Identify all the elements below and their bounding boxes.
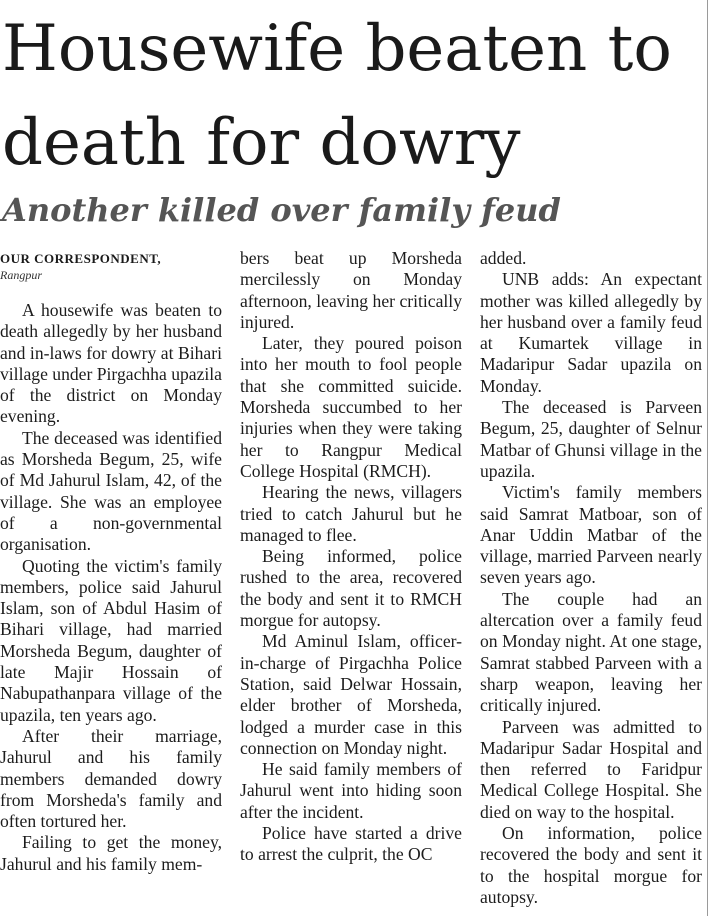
paragraph: Failing to get the money, Jahurul and his family mem- [0,832,222,874]
column-rule [707,0,708,916]
paragraph: Hearing the news, villagers tried to catch Jahurul but he managed to flee. [240,482,462,545]
dateline: Rangpur [0,268,42,282]
paragraph: The couple had an altercation over a family feud on Monday night. At one stage, Samrat stabbed Parveen with a sharp weapon, leaving her critically injured. [480,588,702,716]
column-3 [480,248,702,908]
paragraph-continued: added. [480,248,527,268]
paragraph: Md Aminul Islam, officer-in-charge of Pirgachha Police Station, said Delwar Hossain, elder brother of Morsheda, lodged a murder case in this connection on Monday night. [240,631,462,758]
paragraph: Parveen was admitted to Madaripur Sadar Hospital and then referred to Faridpur Medical College Hospital. She died on way to the hospital. [480,716,702,822]
paragraph: UNB adds: An expectant mother was killed allegedly by her husband over a family feud at Kumartek village in Madaripur Sadar upazila on Monday. [480,269,702,396]
paragraph: Later, they poured poison into her mouth to fool people that she committed suicide. Morsheda succumbed to her injuries when they were taking her to Rangpur Medical College Hospital (RMCH). [240,333,462,481]
paragraph: After their marriage, Jahurul and his family members demanded dowry from Morsheda's family and often tortured her. [0,725,222,832]
paragraph: On information, police recovered the body and sent it to the hospital morgue for autopsy. [480,823,702,907]
paragraph: Victim's family members said Samrat Matboar, son of Anar Uddin Matbar of the village, married Parveen nearly seven years ago. [480,482,702,588]
paragraph: Police have started a drive to arrest the culprit, the OC [240,823,462,865]
column-1 [0,251,222,875]
paragraph: The deceased is Parveen Begum, 25, daughter of Selnur Matbar of Ghunsi village in the upazila. [480,397,702,481]
paragraph: Quoting the victim's family members, police said Jahurul Islam, son of Abdul Hasim of Bihari village, had married Morsheda Begum, daughter of late Majir Hossain of Nabupathanpara village of the upazila, ten years ago. [0,555,222,725]
subheadline: Another killed over family feud [2,191,561,229]
paragraph: Being informed, police rushed to the area, recovered the body and sent it to RMCH morgue for autopsy. [240,546,462,631]
headline: Housewife beaten to death for dowry [2,12,672,180]
paragraph: He said family members of Jahurul went into hiding soon after the incident. [240,759,462,822]
column-2 [240,248,462,866]
paragraph: A housewife was beaten to death allegedly by her husband and in-laws for dowry at Bihari village under Pirgachha upazila of the district on Monday evening. [0,300,222,427]
byline: OUR CORRESPONDENT, [0,251,162,266]
paragraph-continued: bers beat up Morsheda mercilessly on Monday afternoon, leaving her critically injured. [240,248,462,332]
paragraph: The deceased was identified as Morsheda Begum, 25, wife of Md Jahurul Islam, 42, of the village. She was an employee of a non-governmental organisation. [0,427,222,555]
